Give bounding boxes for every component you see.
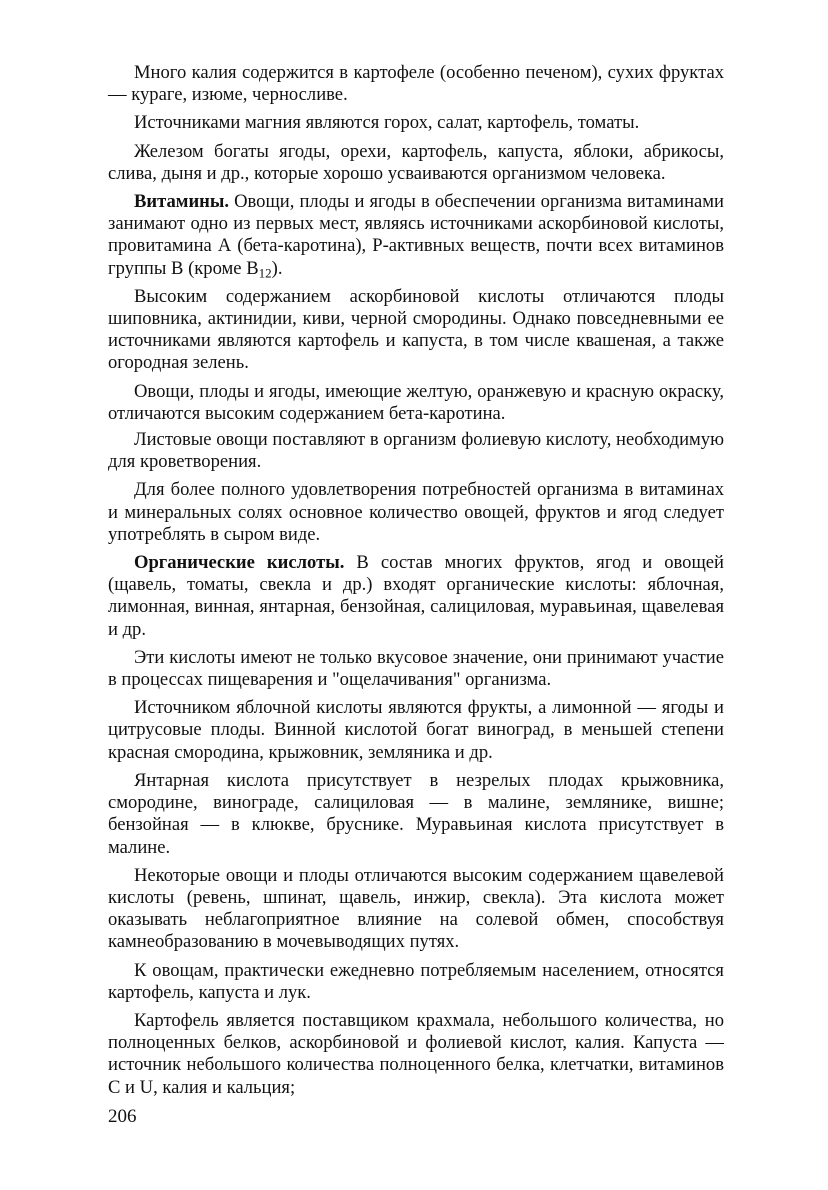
paragraph <box>108 960 724 1004</box>
page-body <box>108 62 724 1105</box>
paragraph <box>108 647 724 691</box>
paragraph-text: Янтарная кислота присутствует в незрелых плодах крыжовника, смородине, винограде, салициловая — в малине, землянике, вишне; бензойная — в клюкве, бруснике. Муравьиная кислота присутствует в малине. <box>108 769 724 858</box>
paragraph <box>108 112 724 134</box>
page-number: 206 <box>108 1106 137 1127</box>
paragraph-text: Для более полного удовлетворения потребностей организма в витаминах и минеральных солях основное количество овощей, фруктов и ягод следует употреблять в сыром виде. <box>108 479 724 545</box>
paragraph <box>108 865 724 954</box>
paragraph-text: Картофель является поставщиком крахмала, небольшого количества, но полноценных белков, аскорбиновой и фолиевой кислот, калия. Капуста — источник небольшого количества полноценного белка, клетчатки, витаминов С и U, калия и кальция; <box>108 1009 724 1098</box>
paragraph-tail: ). <box>271 257 283 279</box>
paragraph <box>108 429 724 473</box>
section-lead-vitamins: Витамины. <box>134 191 230 213</box>
paragraph-text: Овощи, плоды и ягоды в обеспечении организма витаминами занимают одно из первых мест, являясь источниками аскорбиновой кислоты, провитамина А (бета-каротина), Р-активных веществ, почти всех витаминов группы В (кроме В <box>108 191 724 279</box>
paragraph-text: Эти кислоты имеют не только вкусовое значение, они принимают участие в процессах пищеварения и "ощелачивания" организма. <box>108 646 724 691</box>
paragraph <box>108 381 724 425</box>
paragraph <box>108 479 724 546</box>
paragraph <box>108 697 724 764</box>
paragraph <box>108 286 724 375</box>
paragraph-text: Источником яблочной кислоты являются фрукты, а лимонной — ягоды и цитрусовые плоды. Винной кислотой богат виноград, в меньшей степени красная смородина, крыжовник, земляника и др. <box>108 697 724 763</box>
paragraph-text: Много калия содержится в картофеле (особенно печеном), сухих фруктах — кураге, изюме, черносливе. <box>108 62 724 106</box>
paragraph-text: К овощам, практически ежедневно потребляемым населением, относятся картофель, капуста и лук. <box>108 959 724 1003</box>
paragraph <box>108 1010 724 1099</box>
paragraph-text: Источниками магния являются горох, салат, картофель, томаты. <box>134 112 640 134</box>
paragraph-vitamins <box>108 191 724 280</box>
paragraph <box>108 62 724 106</box>
paragraph-text: Некоторые овощи и плоды отличаются высоким содержанием щавелевой кислоты (ревень, шпинат, щавель, инжир, свекла). Эта кислота может оказывать неблагоприятное влияние на солевой обмен, способствуя камнеобразованию в мочевыводящих путях. <box>108 864 724 953</box>
paragraph-text: Железом богаты ягоды, орехи, картофель, капуста, яблоки, абрикосы, слива, дыня и др., которые хорошо усваиваются организмом человека. <box>108 140 724 184</box>
paragraph <box>108 770 724 859</box>
paragraph-text: В состав многих фруктов, ягод и овощей (щавель, томаты, свекла и др.) входят органические кислоты: яблочная, лимонная, винная, янтарная, бензойная, салициловая, муравьиная, щавелевая и др. <box>108 552 724 640</box>
section-lead-organic-acids: Органические кислоты. <box>134 552 345 574</box>
paragraph-organic-acids <box>108 552 724 641</box>
paragraph-text: Высоким содержанием аскорбиновой кислоты отличаются плоды шиповника, актинидии, киви, черной смородины. Однако повседневными ее источниками являются картофель и капуста, в том числе квашеная, а также огородная зелень. <box>108 285 724 374</box>
subscript: 12 <box>258 264 272 280</box>
paragraph-text: Овощи, плоды и ягоды, имеющие желтую, оранжевую и красную окраску, отличаются высоким содержанием бета-каротина. <box>108 380 724 424</box>
paragraph-text: Листовые овощи поставляют в организм фолиевую кислоту, необходимую для кроветворения. <box>108 429 724 473</box>
paragraph <box>108 141 724 185</box>
